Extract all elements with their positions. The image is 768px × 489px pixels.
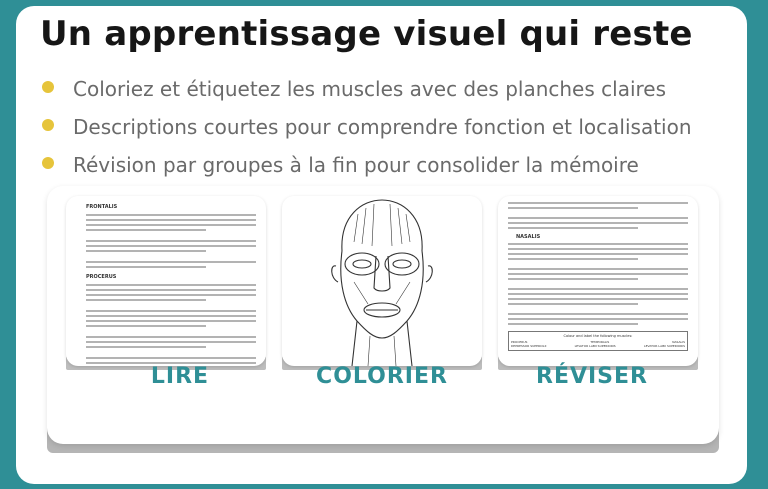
slide-title: Un apprentissage visuel qui reste	[40, 14, 693, 54]
bullet-text: Révision par groupes à la fin pour consolider la mémoire	[73, 153, 639, 177]
table-cell: LEVATOR LABII SUPERIORIS	[643, 344, 685, 348]
table-cell: NASALIS	[672, 340, 685, 344]
bullet-list	[40, 74, 692, 188]
card-review-thumbnail[interactable]	[498, 196, 698, 366]
bullet-dot-icon	[42, 81, 54, 93]
page-text-block	[498, 243, 698, 325]
page-text-block	[66, 284, 266, 364]
page-heading: NASALIS	[516, 234, 541, 240]
bullet-item	[40, 74, 692, 112]
table-cell: LEVATOR LABII SUPERIORIS	[574, 344, 616, 348]
table-cell: PROCERUS	[511, 340, 528, 344]
page-heading: FRONTALIS	[86, 204, 118, 210]
bullet-item	[40, 112, 692, 150]
table-caption: Colour and label the following muscles:	[563, 334, 633, 338]
page-heading: PROCERUS	[86, 274, 117, 280]
face-muscles-illustration	[282, 196, 482, 366]
table-row	[511, 344, 685, 348]
bullet-item	[40, 150, 692, 188]
table-cell: TEMPORALIS	[590, 340, 610, 344]
card-label-read[interactable]: LIRE	[150, 364, 210, 389]
bullet-text: Coloriez et étiquetez les muscles avec des planches claires	[73, 77, 667, 101]
card-read-thumbnail[interactable]	[66, 196, 266, 366]
card-color-thumbnail[interactable]	[282, 196, 482, 366]
page-text-block	[498, 196, 698, 229]
card-label-color[interactable]: COLORIER	[316, 364, 448, 389]
bullet-text: Descriptions courtes pour comprendre fonction et localisation	[73, 115, 692, 139]
review-table	[508, 331, 688, 351]
card-label-review[interactable]: RÉVISER	[536, 364, 648, 389]
page-text-block	[66, 214, 266, 268]
bullet-dot-icon	[42, 157, 54, 169]
table-cell: DEPRESSOR SUPERCILII	[511, 344, 547, 348]
bullet-dot-icon	[42, 119, 54, 131]
